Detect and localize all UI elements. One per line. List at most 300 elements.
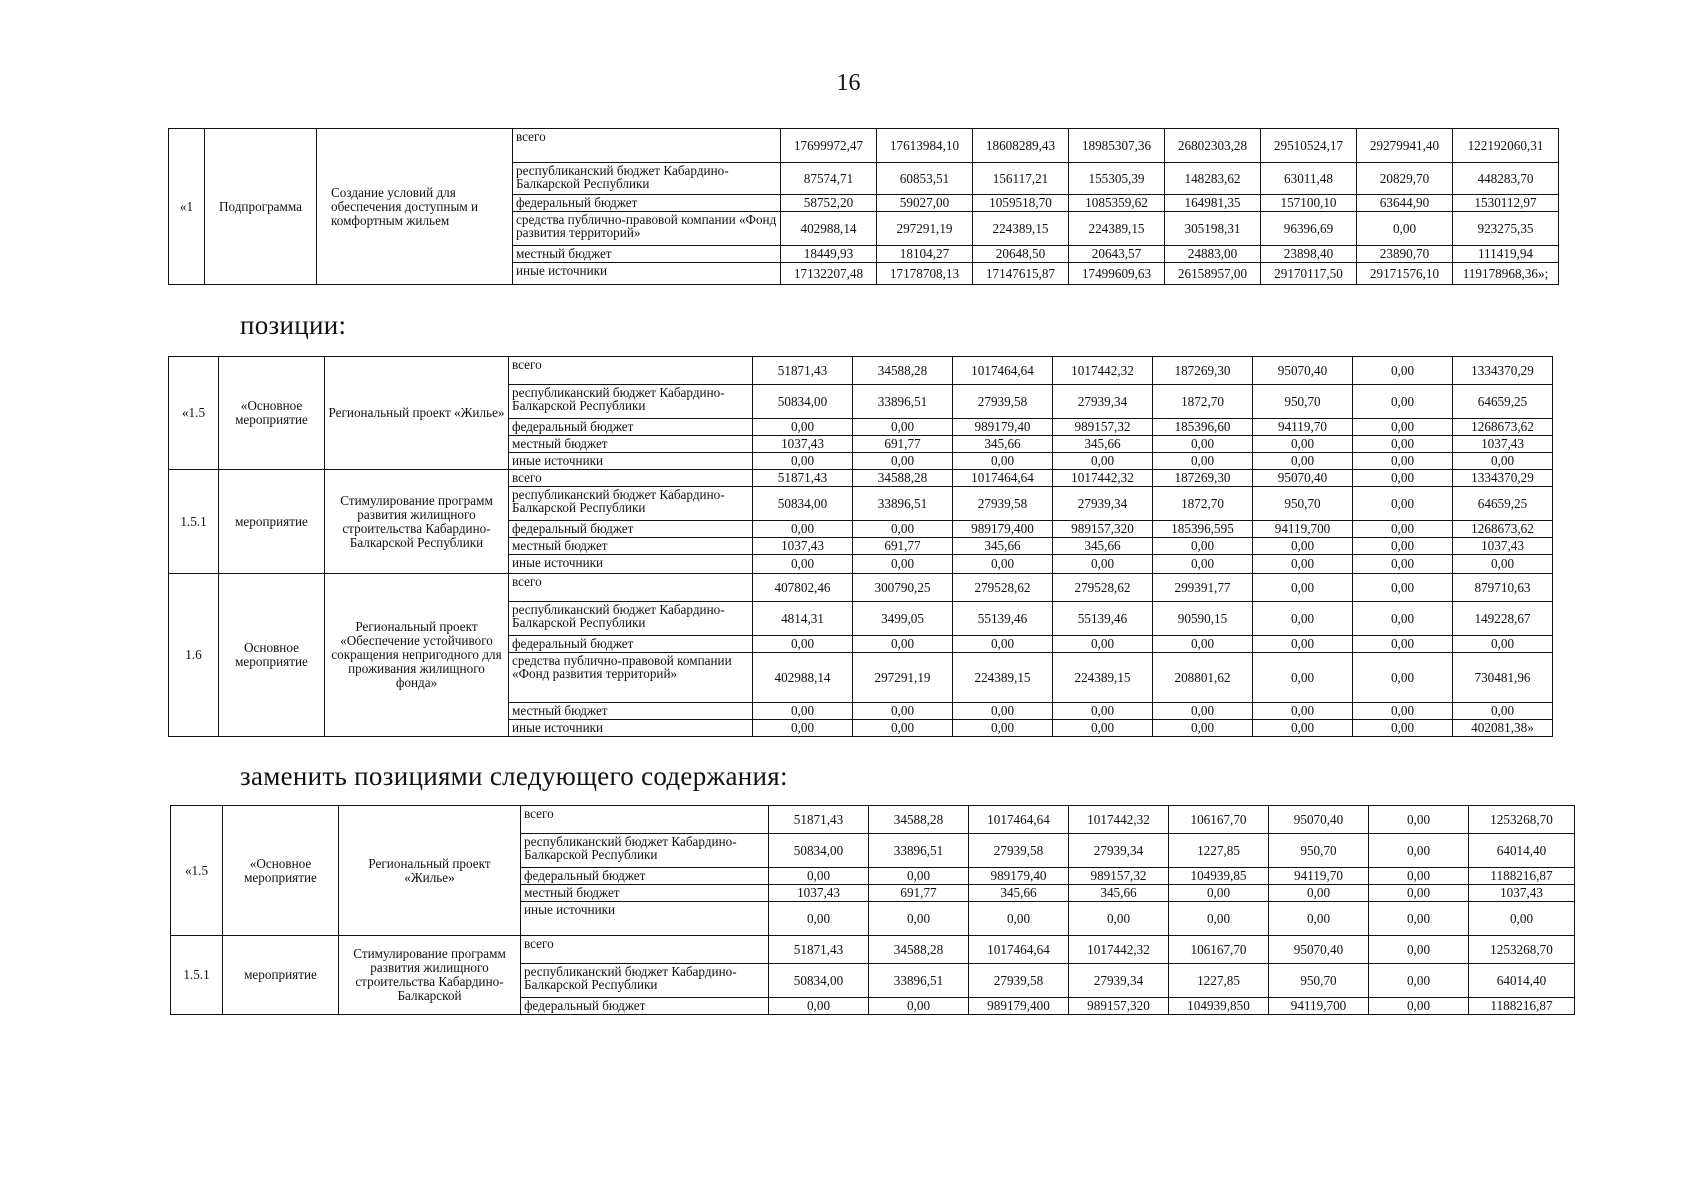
- amount-cell: 950,70: [1269, 964, 1369, 998]
- row-type: «Основное мероприятие: [219, 357, 325, 470]
- funding-source: всего: [513, 129, 781, 163]
- amount-cell: 0,00: [1353, 357, 1453, 385]
- amount-cell: 1188216,87: [1469, 868, 1575, 885]
- table-row: [171, 936, 1575, 964]
- amount-cell: 0,00: [869, 868, 969, 885]
- amount-cell: 1227,85: [1169, 964, 1269, 998]
- amount-cell: 106167,70: [1169, 806, 1269, 834]
- row-name: Стимулирование программ развития жилищного строительства Кабардино-Балкарской Республики: [325, 470, 509, 574]
- amount-cell: 989157,32: [1069, 868, 1169, 885]
- amount-cell: 402988,14: [753, 653, 853, 703]
- amount-cell: 0,00: [753, 720, 853, 737]
- amount-cell: 989179,40: [953, 419, 1053, 436]
- amount-cell: 0,00: [1353, 574, 1453, 602]
- amount-cell: 18608289,43: [973, 129, 1069, 163]
- amount-cell: 185396,595: [1153, 521, 1253, 538]
- amount-cell: 34588,28: [853, 470, 953, 487]
- row-name: Региональный проект «Жилье»: [339, 806, 521, 936]
- amount-cell: 50834,00: [753, 385, 853, 419]
- amount-cell: 0,00: [853, 636, 953, 653]
- amount-cell: 407802,46: [753, 574, 853, 602]
- amount-cell: 50834,00: [753, 487, 853, 521]
- amount-cell: 0,00: [1353, 470, 1453, 487]
- amount-cell: 20829,70: [1357, 163, 1453, 195]
- amount-cell: 279528,62: [953, 574, 1053, 602]
- amount-cell: 20643,57: [1069, 246, 1165, 263]
- amount-cell: 0,00: [769, 998, 869, 1015]
- funding-source: республиканский бюджет Кабардино-Балкарской Республики: [521, 834, 769, 868]
- amount-cell: 29170117,50: [1261, 263, 1357, 285]
- amount-cell: 402988,14: [781, 212, 877, 246]
- funding-source: федеральный бюджет: [509, 419, 753, 436]
- amount-cell: 18985307,36: [1069, 129, 1165, 163]
- amount-cell: 989179,40: [969, 868, 1069, 885]
- amount-cell: 0,00: [1069, 902, 1169, 936]
- amount-cell: 0,00: [853, 419, 953, 436]
- amount-cell: 0,00: [1053, 453, 1153, 470]
- amount-cell: 279528,62: [1053, 574, 1153, 602]
- row-number: 1.5.1: [169, 470, 219, 574]
- amount-cell: 27939,34: [1069, 964, 1169, 998]
- amount-cell: 111419,94: [1453, 246, 1559, 263]
- amount-cell: 0,00: [1353, 636, 1453, 653]
- amount-cell: 156117,21: [973, 163, 1069, 195]
- amount-cell: 29171576,10: [1357, 263, 1453, 285]
- amount-cell: 50834,00: [769, 834, 869, 868]
- amount-cell: 300790,25: [853, 574, 953, 602]
- amount-cell: 297291,19: [853, 653, 953, 703]
- funding-source: всего: [521, 936, 769, 964]
- amount-cell: 149228,67: [1453, 602, 1553, 636]
- funding-source: федеральный бюджет: [521, 868, 769, 885]
- amount-cell: 64014,40: [1469, 964, 1575, 998]
- amount-cell: 51871,43: [753, 357, 853, 385]
- amount-cell: 345,66: [1069, 885, 1169, 902]
- amount-cell: 0,00: [1453, 453, 1553, 470]
- row-name: Региональный проект «Обеспечение устойчивого сокращения непригодного для проживания жилищного фонда»: [325, 574, 509, 737]
- amount-cell: 33896,51: [869, 964, 969, 998]
- amount-cell: 95070,40: [1253, 470, 1353, 487]
- amount-cell: 0,00: [1469, 902, 1575, 936]
- amount-cell: 691,77: [853, 538, 953, 555]
- amount-cell: 4814,31: [753, 602, 853, 636]
- amount-cell: 104939,850: [1169, 998, 1269, 1015]
- amount-cell: 1017464,64: [969, 806, 1069, 834]
- amount-cell: 345,66: [953, 538, 1053, 555]
- funding-source: федеральный бюджет: [509, 521, 753, 538]
- amount-cell: 122192060,31: [1453, 129, 1559, 163]
- amount-cell: 0,00: [1153, 703, 1253, 720]
- amount-cell: 1253268,70: [1469, 936, 1575, 964]
- amount-cell: 0,00: [753, 555, 853, 574]
- amount-cell: 17699972,47: [781, 129, 877, 163]
- amount-cell: 0,00: [953, 720, 1053, 737]
- amount-cell: 0,00: [1269, 902, 1369, 936]
- table-subprogram: [168, 128, 1559, 285]
- funding-source: федеральный бюджет: [513, 195, 781, 212]
- funding-source: местный бюджет: [509, 703, 753, 720]
- amount-cell: 0,00: [1353, 720, 1453, 737]
- amount-cell: 1334370,29: [1453, 357, 1553, 385]
- amount-cell: 0,00: [1353, 703, 1453, 720]
- amount-cell: 0,00: [1369, 806, 1469, 834]
- amount-cell: 1017464,64: [953, 470, 1053, 487]
- amount-cell: 0,00: [1453, 636, 1553, 653]
- amount-cell: 0,00: [1353, 521, 1453, 538]
- amount-cell: 1037,43: [753, 538, 853, 555]
- amount-cell: 27939,58: [953, 385, 1053, 419]
- funding-source: средства публично-правовой компании «Фонд развития территорий»: [513, 212, 781, 246]
- funding-source: иные источники: [521, 902, 769, 936]
- amount-cell: 64659,25: [1453, 385, 1553, 419]
- amount-cell: 148283,62: [1165, 163, 1261, 195]
- amount-cell: 345,66: [1053, 538, 1153, 555]
- amount-cell: 0,00: [753, 636, 853, 653]
- amount-cell: 0,00: [769, 868, 869, 885]
- amount-cell: 27939,34: [1053, 385, 1153, 419]
- row-number: «1.5: [171, 806, 223, 936]
- amount-cell: 0,00: [953, 703, 1053, 720]
- amount-cell: 0,00: [1353, 419, 1453, 436]
- amount-cell: 27939,34: [1053, 487, 1153, 521]
- amount-cell: 1188216,87: [1469, 998, 1575, 1015]
- amount-cell: 989179,400: [969, 998, 1069, 1015]
- row-number: 1.5.1: [171, 936, 223, 1015]
- amount-cell: 0,00: [853, 720, 953, 737]
- amount-cell: 157100,10: [1261, 195, 1357, 212]
- amount-cell: 0,00: [1353, 487, 1453, 521]
- table-row: [169, 470, 1553, 487]
- amount-cell: 64659,25: [1453, 487, 1553, 521]
- amount-cell: 1227,85: [1169, 834, 1269, 868]
- amount-cell: 27939,58: [969, 834, 1069, 868]
- funding-source: иные источники: [513, 263, 781, 285]
- amount-cell: 27939,34: [1069, 834, 1169, 868]
- amount-cell: 989157,320: [1069, 998, 1169, 1015]
- amount-cell: 94119,700: [1253, 521, 1353, 538]
- amount-cell: 0,00: [1253, 453, 1353, 470]
- amount-cell: 989157,32: [1053, 419, 1153, 436]
- amount-cell: 1253268,70: [1469, 806, 1575, 834]
- amount-cell: 0,00: [869, 902, 969, 936]
- amount-cell: 345,66: [1053, 436, 1153, 453]
- amount-cell: 29510524,17: [1261, 129, 1357, 163]
- table-row: [169, 357, 1553, 385]
- amount-cell: 0,00: [1253, 574, 1353, 602]
- amount-cell: 1037,43: [769, 885, 869, 902]
- row-name: Стимулирование программ развития жилищного строительства Кабардино-Балкарской: [339, 936, 521, 1015]
- amount-cell: 0,00: [1353, 538, 1453, 555]
- amount-cell: 0,00: [953, 555, 1053, 574]
- funding-source: республиканский бюджет Кабардино- Балкарской Республики: [509, 602, 753, 636]
- amount-cell: 0,00: [753, 521, 853, 538]
- amount-cell: 0,00: [753, 703, 853, 720]
- amount-cell: 27939,58: [953, 487, 1053, 521]
- amount-cell: 0,00: [1053, 703, 1153, 720]
- amount-cell: 51871,43: [769, 936, 869, 964]
- amount-cell: 1872,70: [1153, 385, 1253, 419]
- amount-cell: 1334370,29: [1453, 470, 1553, 487]
- amount-cell: 0,00: [1253, 602, 1353, 636]
- amount-cell: 60853,51: [877, 163, 973, 195]
- amount-cell: 55139,46: [953, 602, 1053, 636]
- amount-cell: 1530112,97: [1453, 195, 1559, 212]
- amount-cell: 95070,40: [1269, 936, 1369, 964]
- amount-cell: 950,70: [1269, 834, 1369, 868]
- amount-cell: 208801,62: [1153, 653, 1253, 703]
- amount-cell: 17132207,48: [781, 263, 877, 285]
- amount-cell: 17178708,13: [877, 263, 973, 285]
- amount-cell: 0,00: [1253, 436, 1353, 453]
- table-replacement: [170, 805, 1575, 1015]
- amount-cell: 20648,50: [973, 246, 1069, 263]
- amount-cell: 448283,70: [1453, 163, 1559, 195]
- amount-cell: 0,00: [1153, 436, 1253, 453]
- amount-cell: 17147615,87: [973, 263, 1069, 285]
- amount-cell: 17499609,63: [1069, 263, 1165, 285]
- amount-cell: 730481,96: [1453, 653, 1553, 703]
- amount-cell: 0,00: [853, 555, 953, 574]
- amount-cell: 34588,28: [853, 357, 953, 385]
- amount-cell: 691,77: [853, 436, 953, 453]
- amount-cell: 0,00: [1453, 703, 1553, 720]
- amount-cell: 0,00: [853, 703, 953, 720]
- amount-cell: 1037,43: [753, 436, 853, 453]
- amount-cell: 96396,69: [1261, 212, 1357, 246]
- amount-cell: 187269,30: [1153, 357, 1253, 385]
- funding-source: местный бюджет: [521, 885, 769, 902]
- row-type: мероприятие: [223, 936, 339, 1015]
- funding-source: иные источники: [509, 555, 753, 574]
- amount-cell: 0,00: [1353, 602, 1453, 636]
- amount-cell: 0,00: [1353, 436, 1453, 453]
- amount-cell: 18449,93: [781, 246, 877, 263]
- amount-cell: 0,00: [1369, 868, 1469, 885]
- amount-cell: 24883,00: [1165, 246, 1261, 263]
- amount-cell: 0,00: [853, 521, 953, 538]
- amount-cell: 1017442,32: [1069, 806, 1169, 834]
- amount-cell: 950,70: [1253, 385, 1353, 419]
- amount-cell: 0,00: [1353, 385, 1453, 419]
- amount-cell: 0,00: [953, 636, 1053, 653]
- amount-cell: 27939,58: [969, 964, 1069, 998]
- amount-cell: 0,00: [769, 902, 869, 936]
- amount-cell: 0,00: [869, 998, 969, 1015]
- amount-cell: 402081,38»: [1453, 720, 1553, 737]
- amount-cell: 26158957,00: [1165, 263, 1261, 285]
- amount-cell: 1017442,32: [1053, 470, 1153, 487]
- funding-source: местный бюджет: [513, 246, 781, 263]
- amount-cell: 0,00: [1453, 555, 1553, 574]
- amount-cell: 29279941,40: [1357, 129, 1453, 163]
- amount-cell: 0,00: [1357, 212, 1453, 246]
- amount-cell: 1017442,32: [1053, 357, 1153, 385]
- funding-source: всего: [509, 470, 753, 487]
- amount-cell: 0,00: [1153, 636, 1253, 653]
- amount-cell: 0,00: [1153, 555, 1253, 574]
- funding-source: республиканский бюджет Кабардино-Балкарской Республики: [509, 385, 753, 419]
- amount-cell: 879710,63: [1453, 574, 1553, 602]
- amount-cell: 297291,19: [877, 212, 973, 246]
- amount-cell: 1037,43: [1453, 538, 1553, 555]
- amount-cell: 1268673,62: [1453, 521, 1553, 538]
- amount-cell: 950,70: [1253, 487, 1353, 521]
- amount-cell: 18104,27: [877, 246, 973, 263]
- amount-cell: 0,00: [1253, 555, 1353, 574]
- amount-cell: 0,00: [1369, 936, 1469, 964]
- amount-cell: 104939,85: [1169, 868, 1269, 885]
- amount-cell: 0,00: [1053, 720, 1153, 737]
- amount-cell: 0,00: [1253, 703, 1353, 720]
- amount-cell: 691,77: [869, 885, 969, 902]
- page-number: 16: [836, 70, 861, 96]
- amount-cell: 23898,40: [1261, 246, 1357, 263]
- amount-cell: 0,00: [1253, 636, 1353, 653]
- amount-cell: 224389,15: [1069, 212, 1165, 246]
- funding-source: федеральный бюджет: [521, 998, 769, 1015]
- amount-cell: 106167,70: [1169, 936, 1269, 964]
- amount-cell: 64014,40: [1469, 834, 1575, 868]
- amount-cell: 26802303,28: [1165, 129, 1261, 163]
- amount-cell: 119178968,36»;: [1453, 263, 1559, 285]
- amount-cell: 0,00: [1153, 538, 1253, 555]
- amount-cell: 1037,43: [1453, 436, 1553, 453]
- amount-cell: 0,00: [969, 902, 1069, 936]
- amount-cell: 0,00: [1053, 555, 1153, 574]
- amount-cell: 0,00: [1169, 885, 1269, 902]
- amount-cell: 94119,700: [1269, 998, 1369, 1015]
- amount-cell: 0,00: [1369, 964, 1469, 998]
- amount-cell: 58752,20: [781, 195, 877, 212]
- amount-cell: 187269,30: [1153, 470, 1253, 487]
- amount-cell: 3499,05: [853, 602, 953, 636]
- amount-cell: 33896,51: [853, 385, 953, 419]
- amount-cell: 95070,40: [1269, 806, 1369, 834]
- amount-cell: 0,00: [1369, 885, 1469, 902]
- amount-cell: 87574,71: [781, 163, 877, 195]
- row-type: Подпрограмма: [205, 129, 317, 285]
- funding-source: местный бюджет: [509, 538, 753, 555]
- row-name: Создание условий для обеспечения доступным и комфортным жильем: [317, 129, 513, 285]
- amount-cell: 0,00: [1369, 998, 1469, 1015]
- row-type: «Основное мероприятие: [223, 806, 339, 936]
- amount-cell: 55139,46: [1053, 602, 1153, 636]
- amount-cell: 33896,51: [853, 487, 953, 521]
- funding-source: местный бюджет: [509, 436, 753, 453]
- amount-cell: 0,00: [1169, 902, 1269, 936]
- funding-source: федеральный бюджет: [509, 636, 753, 653]
- funding-source: иные источники: [509, 720, 753, 737]
- amount-cell: 1037,43: [1469, 885, 1575, 902]
- amount-cell: 0,00: [1353, 555, 1453, 574]
- amount-cell: 224389,15: [973, 212, 1069, 246]
- amount-cell: 51871,43: [769, 806, 869, 834]
- amount-cell: 989179,400: [953, 521, 1053, 538]
- amount-cell: 1017464,64: [969, 936, 1069, 964]
- amount-cell: 1872,70: [1153, 487, 1253, 521]
- funding-source: республиканский бюджет Кабардино-Балкарской Республики: [513, 163, 781, 195]
- amount-cell: 0,00: [1369, 834, 1469, 868]
- amount-cell: 1085359,62: [1069, 195, 1165, 212]
- amount-cell: 17613984,10: [877, 129, 973, 163]
- amount-cell: 95070,40: [1253, 357, 1353, 385]
- amount-cell: 345,66: [953, 436, 1053, 453]
- row-type: мероприятие: [219, 470, 325, 574]
- amount-cell: 299391,77: [1153, 574, 1253, 602]
- amount-cell: 224389,15: [1053, 653, 1153, 703]
- amount-cell: 0,00: [1053, 636, 1153, 653]
- amount-cell: 63011,48: [1261, 163, 1357, 195]
- funding-source: иные источники: [509, 453, 753, 470]
- amount-cell: 185396,60: [1153, 419, 1253, 436]
- amount-cell: 155305,39: [1069, 163, 1165, 195]
- funding-source: всего: [509, 357, 753, 385]
- table-row: [169, 129, 1559, 163]
- amount-cell: 345,66: [969, 885, 1069, 902]
- amount-cell: 94119,70: [1253, 419, 1353, 436]
- row-type: Основное мероприятие: [219, 574, 325, 737]
- amount-cell: 164981,35: [1165, 195, 1261, 212]
- amount-cell: 0,00: [853, 453, 953, 470]
- amount-cell: 989157,320: [1053, 521, 1153, 538]
- amount-cell: 63644,90: [1357, 195, 1453, 212]
- amount-cell: 0,00: [753, 453, 853, 470]
- funding-source: всего: [521, 806, 769, 834]
- amount-cell: 90590,15: [1153, 602, 1253, 636]
- funding-source: республиканский бюджет Кабардино-Балкарской Республики: [521, 964, 769, 998]
- amount-cell: 1017442,32: [1069, 936, 1169, 964]
- row-number: 1.6: [169, 574, 219, 737]
- row-name: Региональный проект «Жилье»: [325, 357, 509, 470]
- heading-replace: заменить позициями следующего содержания:: [240, 761, 788, 791]
- amount-cell: 59027,00: [877, 195, 973, 212]
- funding-source: республиканский бюджет Кабардино-Балкарской Республики: [509, 487, 753, 521]
- amount-cell: 0,00: [1353, 453, 1453, 470]
- table-row: [169, 574, 1553, 602]
- amount-cell: 34588,28: [869, 806, 969, 834]
- amount-cell: 0,00: [753, 419, 853, 436]
- amount-cell: 0,00: [1269, 885, 1369, 902]
- amount-cell: 0,00: [1353, 653, 1453, 703]
- amount-cell: 0,00: [1253, 538, 1353, 555]
- amount-cell: 23890,70: [1357, 246, 1453, 263]
- funding-source: всего: [509, 574, 753, 602]
- amount-cell: 1059518,70: [973, 195, 1069, 212]
- amount-cell: 305198,31: [1165, 212, 1261, 246]
- row-number: «1.5: [169, 357, 219, 470]
- amount-cell: 224389,15: [953, 653, 1053, 703]
- table-row: [171, 806, 1575, 834]
- table-positions: [168, 356, 1553, 737]
- heading-positions: позиции:: [240, 310, 347, 340]
- amount-cell: 34588,28: [869, 936, 969, 964]
- amount-cell: 94119,70: [1269, 868, 1369, 885]
- row-number: «1: [169, 129, 205, 285]
- funding-source: средства публично-правовой компании «Фонд развития территорий»: [509, 653, 753, 703]
- amount-cell: 33896,51: [869, 834, 969, 868]
- amount-cell: 51871,43: [753, 470, 853, 487]
- amount-cell: 1268673,62: [1453, 419, 1553, 436]
- amount-cell: 923275,35: [1453, 212, 1559, 246]
- amount-cell: 0,00: [1369, 902, 1469, 936]
- amount-cell: 0,00: [1153, 720, 1253, 737]
- amount-cell: 0,00: [1253, 720, 1353, 737]
- amount-cell: 0,00: [1253, 653, 1353, 703]
- amount-cell: 0,00: [953, 453, 1053, 470]
- amount-cell: 0,00: [1153, 453, 1253, 470]
- amount-cell: 50834,00: [769, 964, 869, 998]
- amount-cell: 1017464,64: [953, 357, 1053, 385]
